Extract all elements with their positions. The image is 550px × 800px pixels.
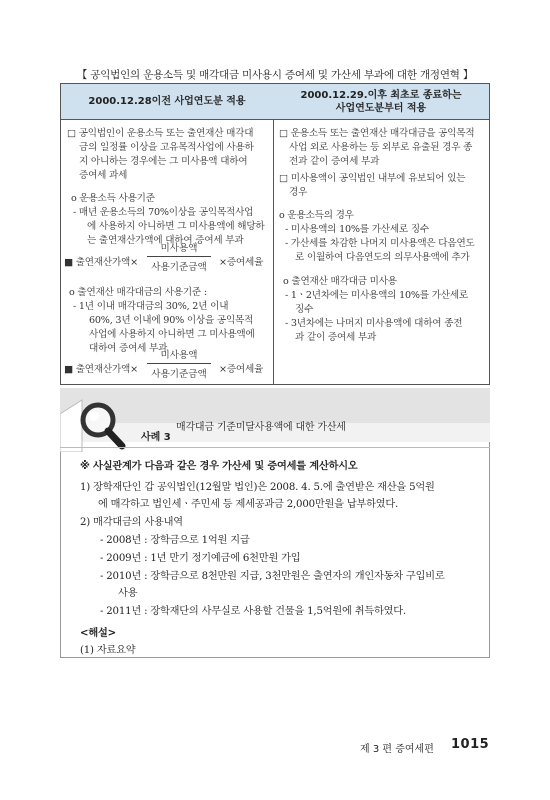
formula-2-fraction (147, 347, 211, 380)
case-instruction: ※ 사실관계가 다음과 같은 경우 가산세 및 증여세를 계산하시오 (80, 461, 358, 472)
column-divider (273, 119, 274, 385)
formula-1-fraction (147, 240, 211, 273)
section-label: 제 3 편 증여세편 (360, 744, 434, 755)
case-separator (60, 447, 490, 448)
formula-2-suffix: ×증여세율 (219, 364, 264, 375)
case-text-line: - 2010년 : 장학금으로 8천만원 지급, 3천만원은 출연자의 개인자동차 구입비로 (100, 571, 445, 582)
left-text-line: 사업에 사용하지 아니하면 그 미사용액에 (89, 329, 255, 340)
formula-2-numerator: 미사용액 (160, 350, 198, 361)
right-text-line: o 출연재산 매각대금 미사용 (283, 276, 397, 287)
case-text-line: 사용 (118, 588, 138, 599)
right-text-line: 과 같이 증여세 부과 (295, 332, 377, 343)
case-text-line: 2) 매각대금의 사용내역 (80, 517, 183, 528)
formula-2-prefix: ■ 출연재산가액× (64, 364, 138, 375)
left-text-line: 증여세 과세 (79, 170, 128, 181)
right-text-line: - 가산세를 차감한 나머지 미사용액은 다음연도 (285, 238, 475, 249)
explanation-heading: <해설> (80, 628, 116, 639)
formula-1-suffix: ×증여세율 (219, 257, 264, 268)
right-text-line: 사업 외로 사용하는 등 외부로 유출된 경우 종 (289, 142, 473, 153)
case-text-line: - 2008년 : 장학금으로 1억원 지급 (100, 535, 250, 546)
page-number: 1015 (451, 737, 490, 752)
case-title: 매각대금 기준미달사용액에 대한 가산세 (176, 422, 346, 433)
right-text-line: - 미사용액의 10%를 가산세로 징수 (285, 224, 429, 235)
right-text-line: - 1ㆍ2년차에는 미사용액의 10%를 가산세로 (285, 290, 468, 301)
case-tag: 사례 3 (141, 432, 171, 443)
right-text-line: 징수 (295, 304, 314, 315)
case-text-line: - 2009년 : 1년 만기 정기예금에 6천만원 가입 (100, 553, 301, 564)
left-text-line: 60%, 3년 이내에 90% 이상을 공익목적 (89, 315, 254, 326)
formula-1-denominator: 사용기준금액 (151, 262, 207, 273)
left-text-line: 지 아니하는 경우에는 그 미사용액 대하여 (79, 156, 248, 167)
comparison-table (60, 83, 490, 385)
case-text-line: (1) 자료요약 (80, 645, 136, 656)
case-text-line: - 2011년 : 장학재단의 사무실로 사용할 건물을 1,5억원에 취득하였다. (100, 606, 406, 617)
formula-1-prefix: ■ 출연재산가액× (64, 257, 138, 268)
table-title: 【 공익법인의 운용소득 및 매각대금 미사용시 증여세 및 가산세 부과에 대한 개정연혁 】 (76, 69, 474, 81)
case-text-line: 에 매각하고 법인세ㆍ주민세 등 제세공과금 2,000만원을 납부하였다. (98, 499, 399, 510)
left-text-line: 는 출연재산가액에 대하여 증여세 부과 (87, 235, 244, 246)
right-text-line: □ 미사용액이 공익법인 내부에 유보되어 있는 (279, 173, 466, 184)
left-text-line: o 출연재산 매각대금의 사용기준 : (69, 287, 207, 298)
case-text-line: 1) 장학재단인 갑 공익법인(12월말 법인)은 2008. 4. 5.에 출연받은 재산을 5억원 (80, 482, 435, 493)
left-column-header: 2000.12.28이전 사업연도분 적용 (61, 84, 274, 120)
magnifier-icon (60, 396, 130, 452)
left-text-line: 금의 일정률 이상을 고유목적사업에 사용하 (79, 142, 254, 153)
right-column-header (273, 84, 489, 120)
right-text-line: 로 이월하여 다음연도의 의무사용액에 추가 (295, 252, 470, 263)
right-text-line: o 운용소득의 경우 (279, 210, 354, 221)
right-text-line: 전과 같이 증여세 부과 (289, 156, 380, 167)
formula-2-denominator: 사용기준금액 (151, 369, 207, 380)
left-text-line: - 1년 이내 매각대금의 30%, 2년 이내 (73, 301, 229, 312)
right-text-line: □ 운용소득 또는 출연재산 매각대금을 공익목적 (279, 128, 475, 139)
right-header-line-2: 사업연도분부터 적용 (335, 102, 427, 114)
left-text-line: 대하여 증여세 부과 (89, 343, 168, 354)
formula-1-numerator: 미사용액 (160, 243, 198, 254)
right-text-line: 경우 (289, 187, 308, 198)
left-text-line: 에 사용하지 아니하면 그 미사용액에 해당하 (87, 221, 265, 232)
left-text-line: □ 공익법인이 운용소득 또는 출연재산 매각대 (67, 128, 254, 139)
left-text-line: o 운용소득 사용기준 (71, 193, 155, 204)
right-text-line: - 3년차에는 나머지 미사용액에 대하여 종전 (285, 318, 463, 329)
right-header-line-1: 2000.12.29.이후 최초로 종료하는 (300, 89, 462, 101)
left-text-line: - 매년 운용소득의 70%이상을 공익목적사업 (73, 207, 254, 218)
